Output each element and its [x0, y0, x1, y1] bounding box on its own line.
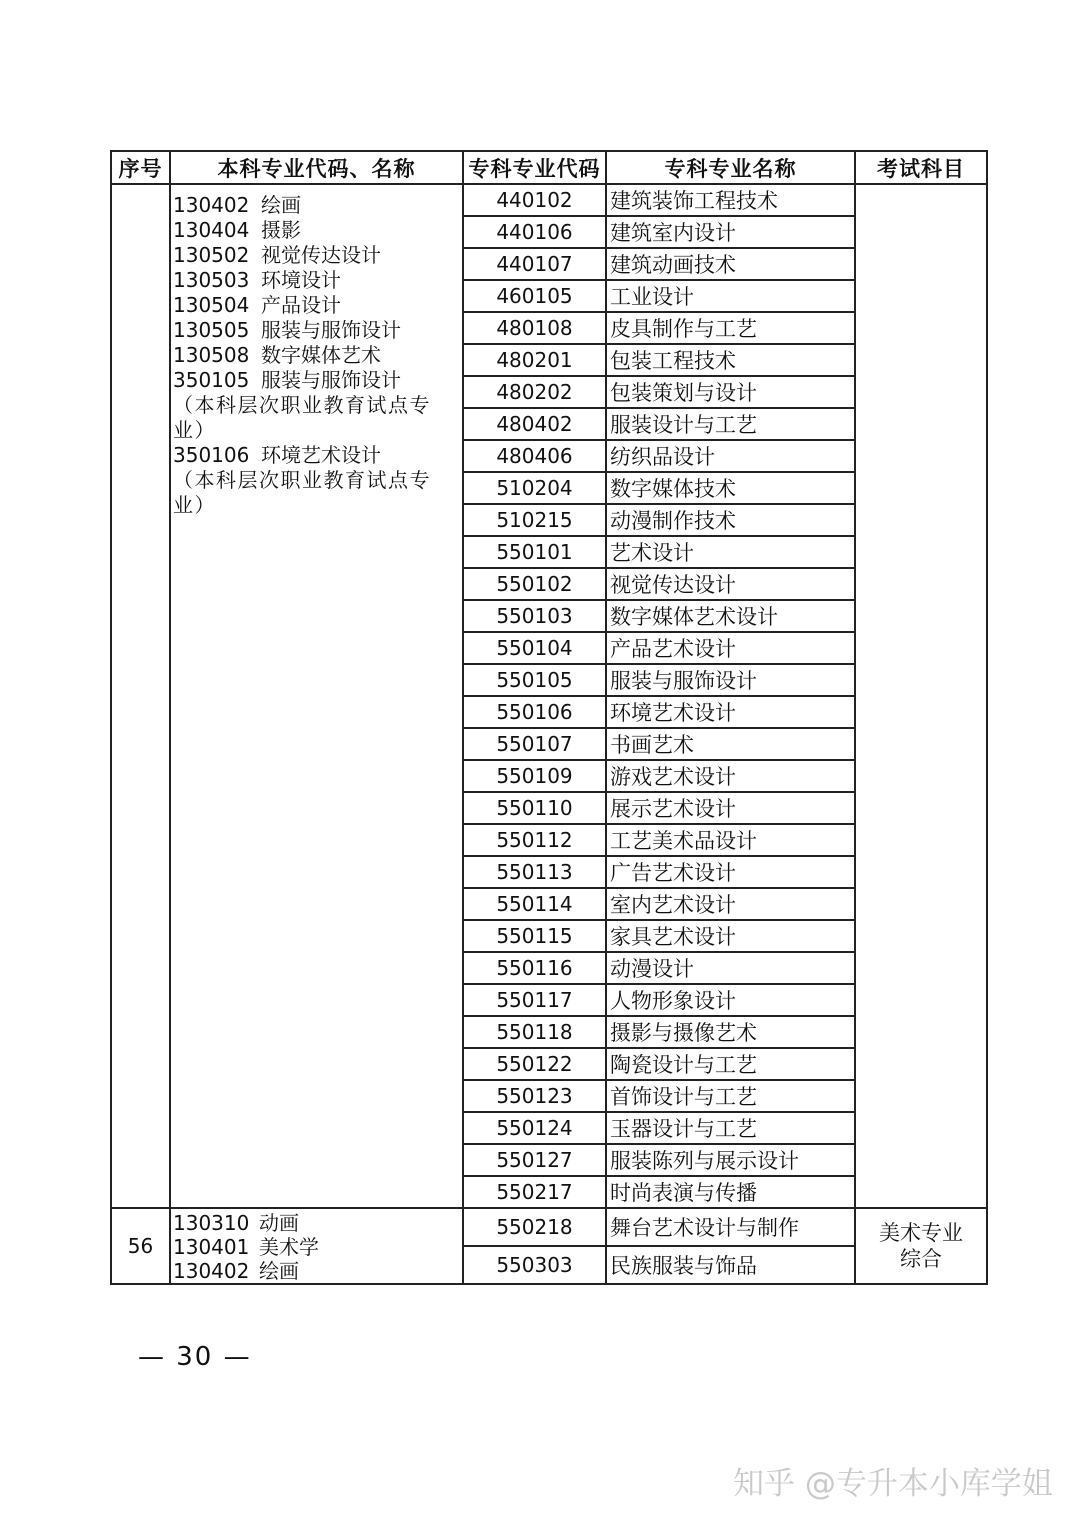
exam-cell: [855, 1208, 987, 1284]
header-bachelor: 本科专业代码、名称: [170, 151, 463, 184]
major-name: 家具艺术设计: [606, 920, 855, 952]
bachelor-major-note: （本科层次职业教育试点专业）: [173, 393, 431, 442]
bachelor-major-code: 130404: [173, 218, 250, 242]
exam-cell: [855, 184, 987, 1208]
major-code: 480202: [463, 376, 606, 408]
bachelor-major-code: 130402: [173, 1259, 250, 1283]
major-code: 550103: [463, 600, 606, 632]
major-name: 人物形象设计: [606, 984, 855, 1016]
major-code: 550104: [463, 632, 606, 664]
bachelor-major-code: 130402: [173, 193, 250, 217]
major-name: 环境艺术设计: [606, 696, 855, 728]
major-name: 时尚表演与传播: [606, 1176, 855, 1208]
major-code: 550218: [463, 1208, 606, 1246]
major-code: 550303: [463, 1246, 606, 1284]
major-code: 550118: [463, 1016, 606, 1048]
major-name: 舞台艺术设计与制作: [606, 1208, 855, 1246]
header-seq: 序号: [111, 151, 170, 184]
bachelor-major-item: [173, 193, 460, 218]
bachelor-major-item: [173, 218, 460, 243]
major-code: 550114: [463, 888, 606, 920]
major-code: 550117: [463, 984, 606, 1016]
major-code: 550123: [463, 1080, 606, 1112]
bachelor-majors-list: [173, 1211, 460, 1283]
major-code: 480406: [463, 440, 606, 472]
major-name: 建筑动画技术: [606, 248, 855, 280]
bachelor-major-code: 130504: [173, 293, 250, 317]
bachelor-major-item: [173, 1235, 460, 1259]
major-code: 550105: [463, 664, 606, 696]
major-name: 动漫设计: [606, 952, 855, 984]
major-code: 550116: [463, 952, 606, 984]
major-code: 550102: [463, 568, 606, 600]
major-name: 包装工程技术: [606, 344, 855, 376]
major-code: 440107: [463, 248, 606, 280]
bachelor-major-code: 130310: [173, 1211, 250, 1235]
major-name: 首饰设计与工艺: [606, 1080, 855, 1112]
major-name: 建筑室内设计: [606, 216, 855, 248]
bachelor-major-item: [173, 368, 460, 393]
table-body: [111, 184, 987, 1284]
bachelor-major-note: （本科层次职业教育试点专业）: [173, 468, 431, 517]
bachelor-major-item: [173, 343, 460, 368]
major-name: 室内艺术设计: [606, 888, 855, 920]
table-row: [111, 184, 987, 216]
bachelor-major-name: 环境艺术设计: [261, 443, 381, 467]
exam-subject-line: 综合: [900, 1247, 942, 1271]
bachelor-major-code: 130503: [173, 268, 250, 292]
bachelor-major-name: 环境设计: [261, 268, 341, 292]
bachelor-major-name: 服装与服饰设计: [261, 318, 401, 342]
major-code: 480201: [463, 344, 606, 376]
major-name: 玉器设计与工艺: [606, 1112, 855, 1144]
major-name: 皮具制作与工艺: [606, 312, 855, 344]
major-code: 460105: [463, 280, 606, 312]
bachelor-major-name: 服装与服饰设计: [261, 368, 401, 392]
major-name: 服装陈列与展示设计: [606, 1144, 855, 1176]
major-name: 数字媒体技术: [606, 472, 855, 504]
bachelor-major-code: 130502: [173, 243, 250, 267]
major-code: 440106: [463, 216, 606, 248]
seq-cell: [111, 184, 170, 1208]
bachelor-major-name: 数字媒体艺术: [261, 343, 381, 367]
header-major-code: 专科专业代码: [463, 151, 606, 184]
bachelor-majors-list: [173, 193, 460, 518]
bachelor-majors-cell: [170, 184, 463, 1208]
major-name: 展示艺术设计: [606, 792, 855, 824]
bachelor-major-code: 130508: [173, 343, 250, 367]
bachelor-major-name: 摄影: [261, 218, 301, 242]
major-code: 550109: [463, 760, 606, 792]
bachelor-major-item: [173, 293, 460, 318]
bachelor-major-code: 350105: [173, 368, 250, 392]
major-name: 建筑装饰工程技术: [606, 184, 855, 216]
bachelor-major-item: [173, 1211, 460, 1235]
major-code: 550113: [463, 856, 606, 888]
major-name: 摄影与摄像艺术: [606, 1016, 855, 1048]
major-name: 数字媒体艺术设计: [606, 600, 855, 632]
major-name: 产品艺术设计: [606, 632, 855, 664]
bachelor-major-code: 130401: [173, 1235, 250, 1259]
major-code: 480108: [463, 312, 606, 344]
bachelor-major-item: [173, 243, 460, 268]
seq-cell: 56: [111, 1208, 170, 1284]
major-name: 游戏艺术设计: [606, 760, 855, 792]
bachelor-majors-cell: [170, 1208, 463, 1284]
major-name: 民族服装与饰品: [606, 1246, 855, 1284]
major-name: 工艺美术品设计: [606, 824, 855, 856]
major-name: 服装与服饰设计: [606, 664, 855, 696]
major-code: 550106: [463, 696, 606, 728]
major-code: 550124: [463, 1112, 606, 1144]
major-code: 550122: [463, 1048, 606, 1080]
major-name: 纺织品设计: [606, 440, 855, 472]
major-name: 动漫制作技术: [606, 504, 855, 536]
major-name: 陶瓷设计与工艺: [606, 1048, 855, 1080]
bachelor-major-name: 绘画: [261, 193, 301, 217]
bachelor-major-item: [173, 268, 460, 293]
major-code: 440102: [463, 184, 606, 216]
bachelor-major-name: 绘画: [259, 1259, 299, 1283]
major-name: 书画艺术: [606, 728, 855, 760]
major-code: 510204: [463, 472, 606, 504]
major-name: 服装设计与工艺: [606, 408, 855, 440]
bachelor-major-item: [173, 318, 460, 343]
header-major-name: 专科专业名称: [606, 151, 855, 184]
major-name: 包装策划与设计: [606, 376, 855, 408]
bachelor-major-name: 动画: [259, 1211, 299, 1235]
major-code: 550115: [463, 920, 606, 952]
watermark-text: 知乎 @专升本小库学姐: [733, 1466, 1053, 1502]
major-code: 550217: [463, 1176, 606, 1208]
major-code: 510215: [463, 504, 606, 536]
bachelor-major-code: 130505: [173, 318, 250, 342]
major-name: 视觉传达设计: [606, 568, 855, 600]
major-code: 550110: [463, 792, 606, 824]
major-code: 550127: [463, 1144, 606, 1176]
page-number: — 30 —: [138, 1342, 252, 1372]
major-code: 480402: [463, 408, 606, 440]
major-name: 艺术设计: [606, 536, 855, 568]
bachelor-major-item: [173, 443, 460, 468]
bachelor-major-item: [173, 1259, 460, 1283]
header-exam: 考试科目: [855, 151, 987, 184]
major-name: 广告艺术设计: [606, 856, 855, 888]
major-code: 550107: [463, 728, 606, 760]
major-name: 工业设计: [606, 280, 855, 312]
table-header-row: [111, 151, 987, 184]
bachelor-major-name: 美术学: [259, 1235, 319, 1259]
bachelor-major-name: 视觉传达设计: [261, 243, 381, 267]
major-code: 550112: [463, 824, 606, 856]
bachelor-major-code: 350106: [173, 443, 250, 467]
major-code: 550101: [463, 536, 606, 568]
bachelor-major-name: 产品设计: [261, 293, 341, 317]
exam-subject-line: 美术专业: [879, 1221, 963, 1245]
majors-table: [110, 150, 988, 1285]
table-row: [111, 1208, 987, 1246]
